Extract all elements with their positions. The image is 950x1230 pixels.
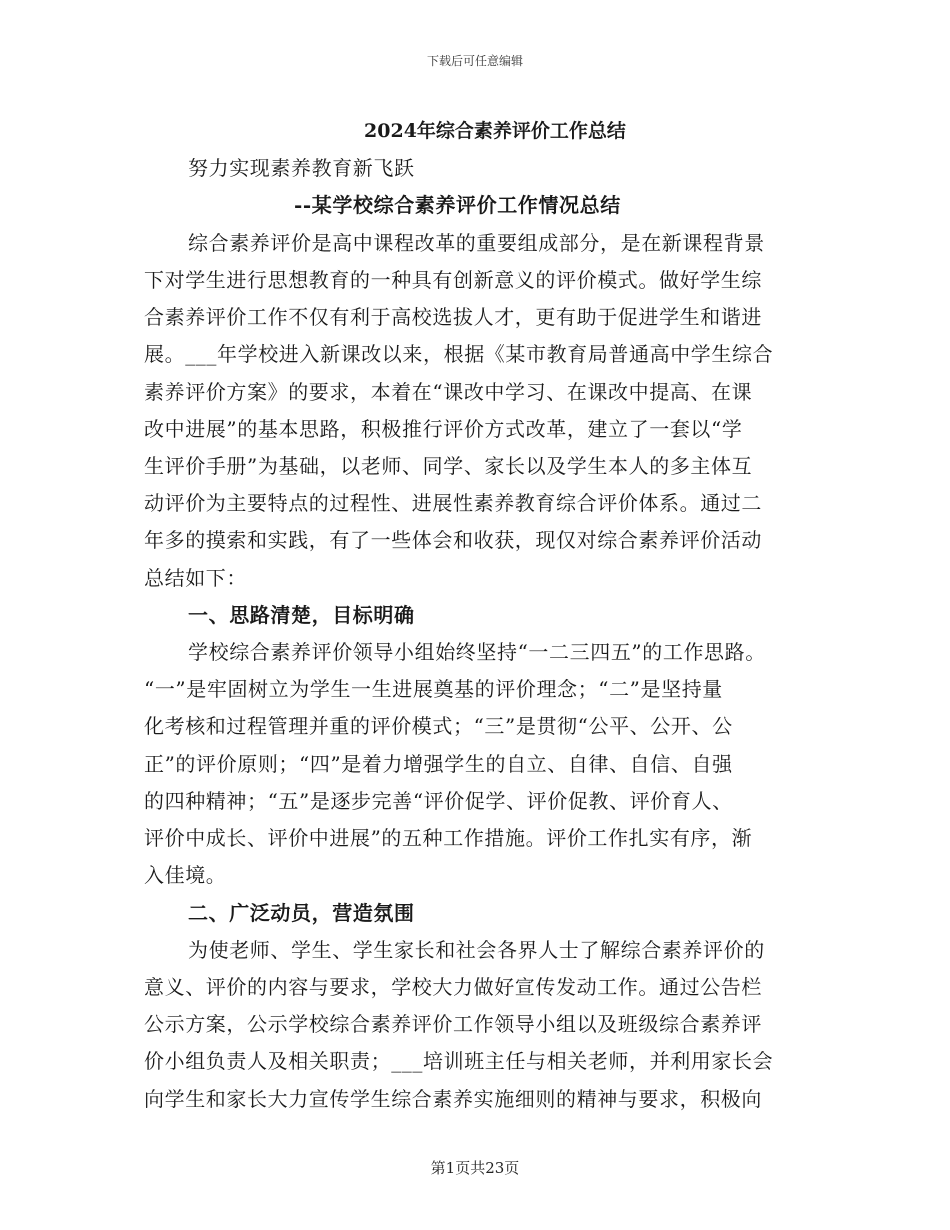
- subtitle: 努力实现素养教育新飞跃: [188, 156, 415, 180]
- subheading: --某学校综合素养评价工作情况总结: [294, 193, 621, 217]
- body-line: 入佳境。: [144, 863, 227, 887]
- body-line: 展。___年学校进入新课改以来，根据《某市教育局普通高中学生综合: [144, 342, 774, 366]
- section-heading-2: 二、广泛动员，营造氛围: [188, 901, 415, 925]
- body-line: 评价中成长、评价中进展”的五种工作措施。评价工作扎实有序，渐: [144, 826, 753, 850]
- body-line: 动评价为主要特点的过程性、进展性素养教育综合评价体系。通过二: [144, 491, 762, 515]
- body-line: 的四种精神；“五”是逐步完善“评价促学、评价促教、评价育人、: [144, 789, 733, 813]
- body-line: 为使老师、学生、学生家长和社会各界人士了解综合素养评价的: [188, 938, 765, 962]
- body-line: 公示方案，公示学校综合素养评价工作领导小组以及班级综合素养评: [144, 1012, 762, 1036]
- body-line: 合素养评价工作不仅有利于高校选拔人才，更有助于促进学生和谐进: [144, 305, 762, 329]
- body-line: 总结如下：: [144, 566, 247, 590]
- body-line: 价小组负责人及相关职责；___培训班主任与相关老师，并利用家长会: [144, 1049, 774, 1073]
- body-line: 正”的评价原则；“四”是着力增强学生的自立、自律、自信、自强: [144, 752, 733, 776]
- body-line: 素养评价方案》的要求，本着在“课改中学习、在课改中提高、在课: [144, 380, 753, 404]
- body-line: 向学生和家长大力宣传学生综合素养实施细则的精神与要求，积极向: [144, 1087, 762, 1111]
- body-line: 年多的摸索和实践，有了一些体会和收获，现仅对综合素养评价活动: [144, 528, 762, 552]
- header-note: 下载后可任意编辑: [426, 54, 523, 68]
- body-line: 学校综合素养评价领导小组始终坚持“一二三四五”的工作思路。: [188, 640, 766, 664]
- body-line: 生评价手册”为基础，以老师、同学、家长以及学生本人的多主体互: [144, 454, 753, 478]
- body-line: 化考核和过程管理并重的评价模式；“三”是贯彻“公平、公开、公: [144, 714, 733, 738]
- body-line: “一”是牢固树立为学生一生进展奠基的评价理念；“二”是坚持量: [144, 677, 723, 701]
- section-heading-1: 一、思路清楚，目标明确: [188, 603, 415, 627]
- body-line: 综合素养评价是高中课程改革的重要组成部分，是在新课程背景: [188, 231, 765, 255]
- body-line: 下对学生进行思想教育的一种具有创新意义的评价模式。做好学生综: [144, 268, 762, 292]
- document-title: 2024年综合素养评价工作总结: [364, 120, 626, 142]
- body-line: 意义、评价的内容与要求，学校大力做好宣传发动工作。通过公告栏: [144, 975, 762, 999]
- body-line: 改中进展”的基本思路，积极推行评价方式改革，建立了一套以“学: [144, 417, 743, 441]
- page-footer: 第1页共23页: [430, 1159, 520, 1177]
